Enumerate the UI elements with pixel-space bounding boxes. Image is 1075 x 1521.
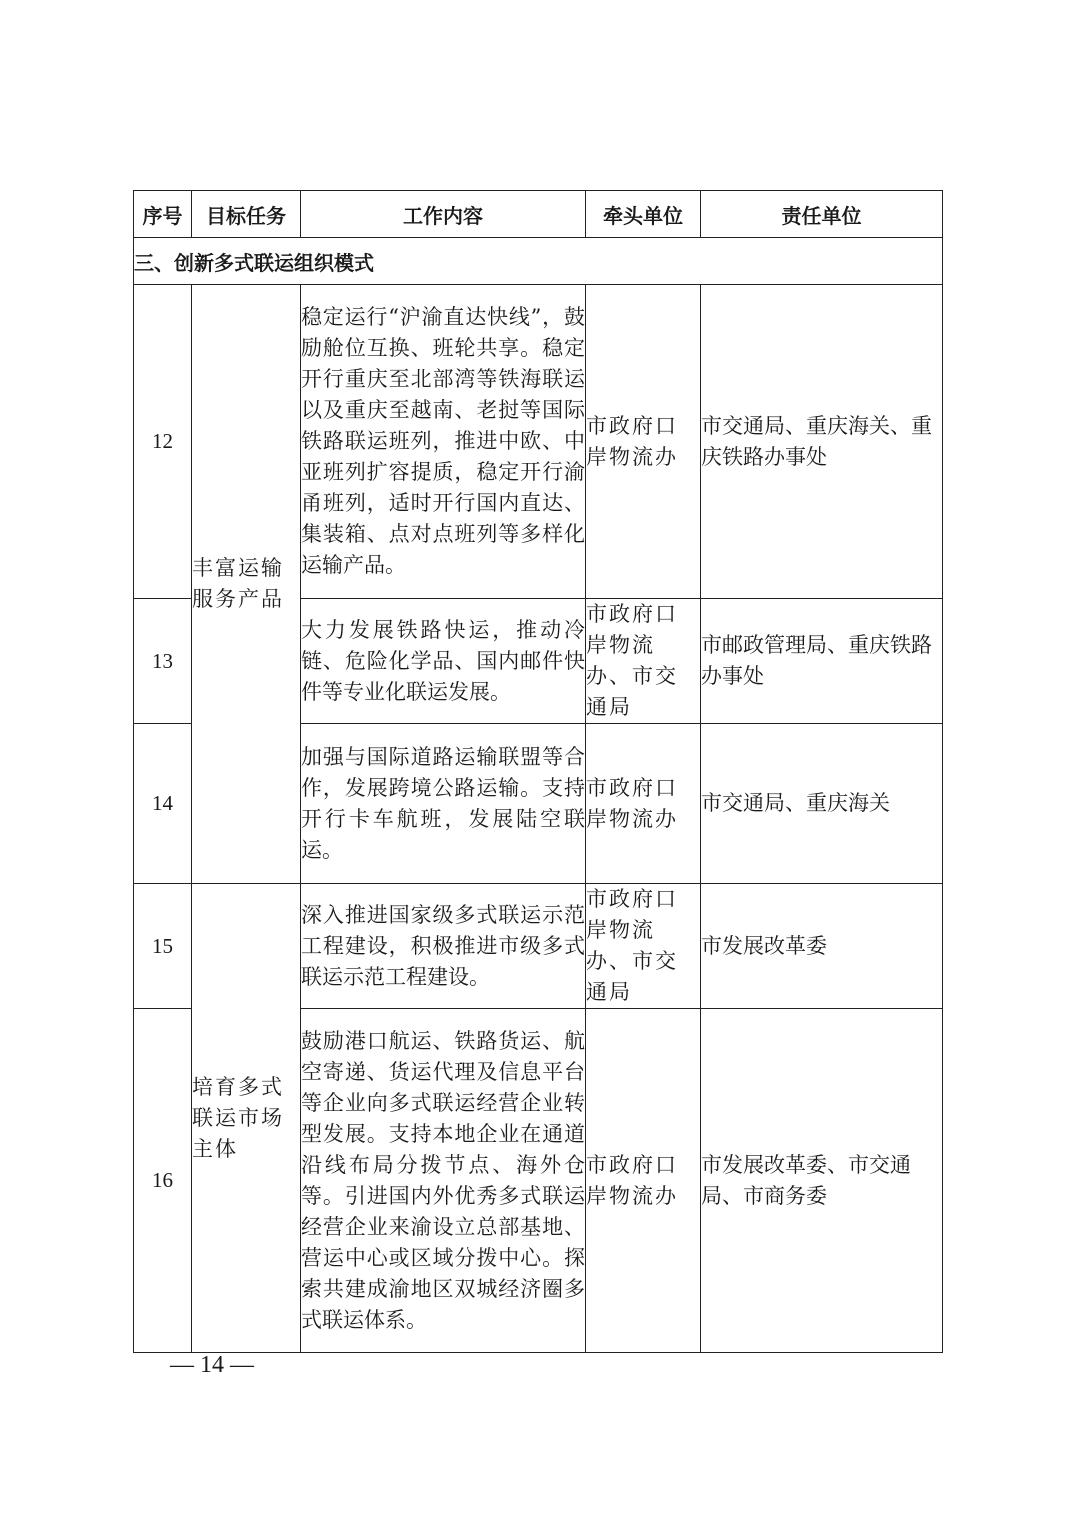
row-content: 加强与国际道路运输联盟等合作，发展跨境公路运输。支持开行卡车航班，发展陆空联运。: [301, 724, 586, 884]
row-lead-unit: 市政府口岸物流办、市交通局: [586, 884, 701, 1009]
page-number: — 14 —: [170, 1352, 254, 1378]
row-lead-unit: 市政府口岸物流办: [586, 724, 701, 884]
header-lead-unit: 牵头单位: [586, 191, 701, 238]
header-content: 工作内容: [301, 191, 586, 238]
row-content: 大力发展铁路快运，推动冷链、危险化学品、国内邮件快件等专业化联运发展。: [301, 599, 586, 724]
row-content: 鼓励港口航运、铁路货运、航空寄递、货运代理及信息平台等企业向多式联运经营企业转型发展。支持本地企业在通道沿线布局分拨节点、海外仓等。引进国内外优秀多式联运经营企业来渝设立总部基地、营运中心或区域分拨中心。探索共建成渝地区双城经济圈多式联运体系。: [301, 1009, 586, 1353]
row-lead-unit: 市政府口岸物流办、市交通局: [586, 599, 701, 724]
task-table: [133, 190, 943, 1353]
table-header-row: [134, 191, 943, 238]
row-seq: 15: [134, 884, 192, 1009]
row-responsible-unit: 市邮政管理局、重庆铁路办事处: [701, 599, 943, 724]
goal-cell: 丰富运输服务产品: [192, 285, 301, 884]
row-lead-unit: 市政府口岸物流办: [586, 1009, 701, 1353]
row-responsible-unit: 市发展改革委: [701, 884, 943, 1009]
row-seq: 12: [134, 285, 192, 599]
header-goal: 目标任务: [192, 191, 301, 238]
row-content: 深入推进国家级多式联运示范工程建设，积极推进市级多式联运示范工程建设。: [301, 884, 586, 1009]
header-seq: 序号: [134, 191, 192, 238]
goal-cell: 培育多式联运市场主体: [192, 884, 301, 1353]
table-row: [134, 285, 943, 599]
section-title: 三、创新多式联运组织模式: [134, 238, 943, 285]
row-responsible-unit: 市交通局、重庆海关: [701, 724, 943, 884]
row-seq: 16: [134, 1009, 192, 1353]
row-content: 稳定运行“沪渝直达快线”，鼓励舱位互换、班轮共享。稳定开行重庆至北部湾等铁海联运以及重庆至越南、老挝等国际铁路联运班列，推进中欧、中亚班列扩容提质，稳定开行渝甬班列，适时开行国内直达、集装箱、点对点班列等多样化运输产品。: [301, 285, 586, 599]
row-lead-unit: 市政府口岸物流办: [586, 285, 701, 599]
header-responsible-unit: 责任单位: [701, 191, 943, 238]
section-row: [134, 238, 943, 285]
table-row: [134, 884, 943, 1009]
row-responsible-unit: 市交通局、重庆海关、重庆铁路办事处: [701, 285, 943, 599]
row-responsible-unit: 市发展改革委、市交通局、市商务委: [701, 1009, 943, 1353]
row-seq: 14: [134, 724, 192, 884]
row-seq: 13: [134, 599, 192, 724]
